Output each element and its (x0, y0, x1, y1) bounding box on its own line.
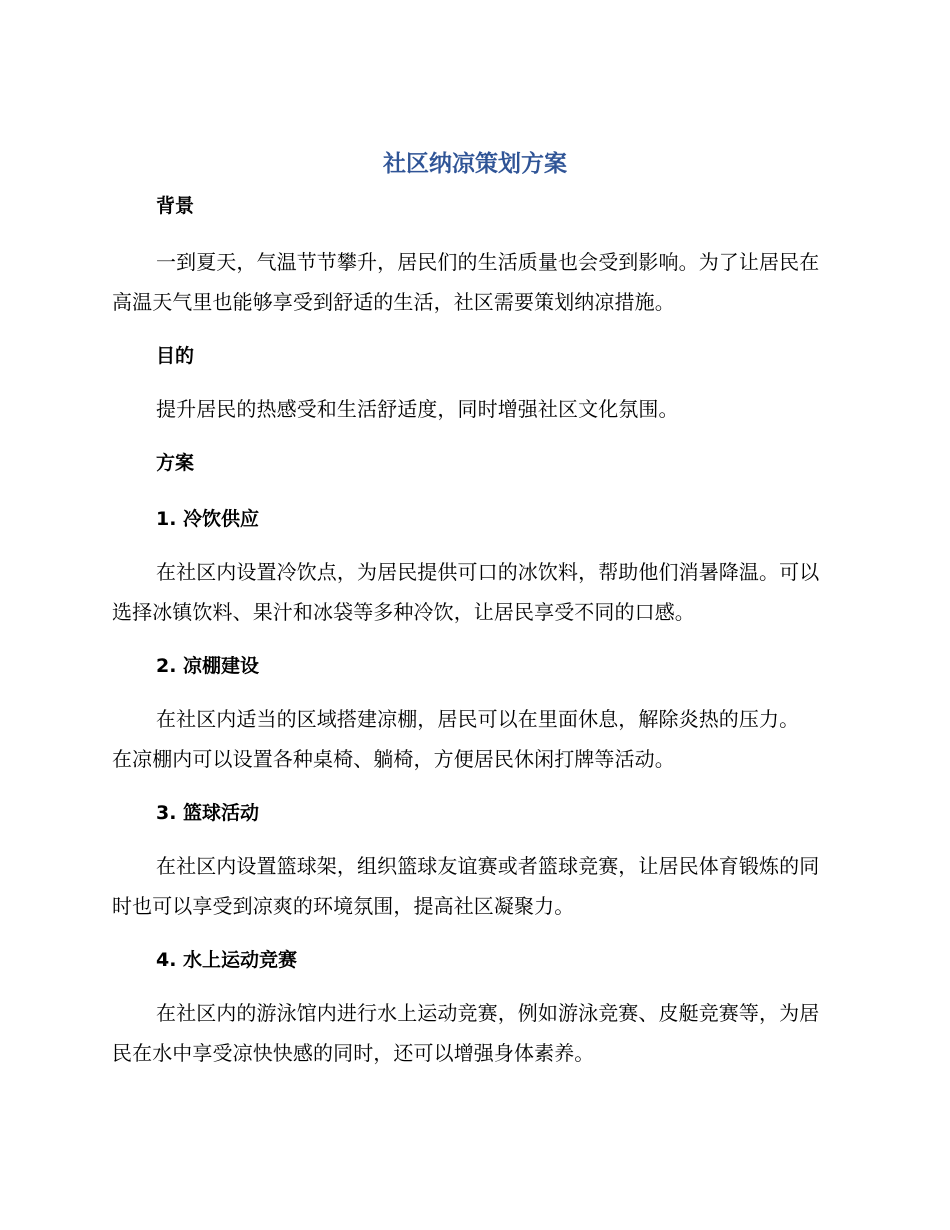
section-paragraph: 在社区内的游泳馆内进行水上运动竞赛，例如游泳竞赛、皮艇竞赛等，为居民在水中享受凉快快感的同时，还可以增强身体素养。 (112, 1001, 820, 1065)
section-heading: 目的 (156, 345, 195, 367)
section-water-sports (112, 942, 832, 1073)
section-purpose (112, 338, 832, 429)
section-paragraph: 在社区内设置冷饮点，为居民提供可口的冰饮料，帮助他们消暑降温。可以选择冰镇饮料、果汁和冰袋等多种冷饮，让居民享受不同的口感。 (112, 560, 820, 624)
document-body (112, 188, 832, 1073)
section-paragraph: 在社区内适当的区域搭建凉棚，居民可以在里面休息，解除炎热的压力。在凉棚内可以设置各种桌椅、躺椅，方便居民休闲打牌等活动。 (112, 707, 800, 771)
section-heading: 方案 (156, 452, 195, 474)
section-heading: 1. 冷饮供应 (156, 508, 260, 530)
section-paragraph: 在社区内设置篮球架，组织篮球友谊赛或者篮球竞赛，让居民体育锻炼的同时也可以享受到凉爽的环境氛围，提高社区凝聚力。 (112, 854, 820, 918)
section-heading: 4. 水上运动竞赛 (156, 949, 298, 971)
section-background (112, 188, 832, 322)
section-shade-shelter (112, 648, 832, 779)
section-cold-drinks (112, 501, 832, 632)
section-paragraph: 一到夏天，气温节节攀升，居民们的生活质量也会受到影响。为了让居民在高温天气里也能够享受到舒适的生活，社区需要策划纳凉措施。 (112, 250, 820, 314)
section-heading: 3. 篮球活动 (156, 802, 260, 824)
section-paragraph: 提升居民的热感受和生活舒适度，同时增强社区文化氛围。 (156, 397, 679, 421)
document-title: 社区纳凉策划方案 (383, 151, 567, 177)
section-heading: 背景 (156, 195, 195, 217)
section-heading: 2. 凉棚建设 (156, 655, 260, 677)
section-plan (112, 445, 832, 481)
section-basketball (112, 795, 832, 926)
